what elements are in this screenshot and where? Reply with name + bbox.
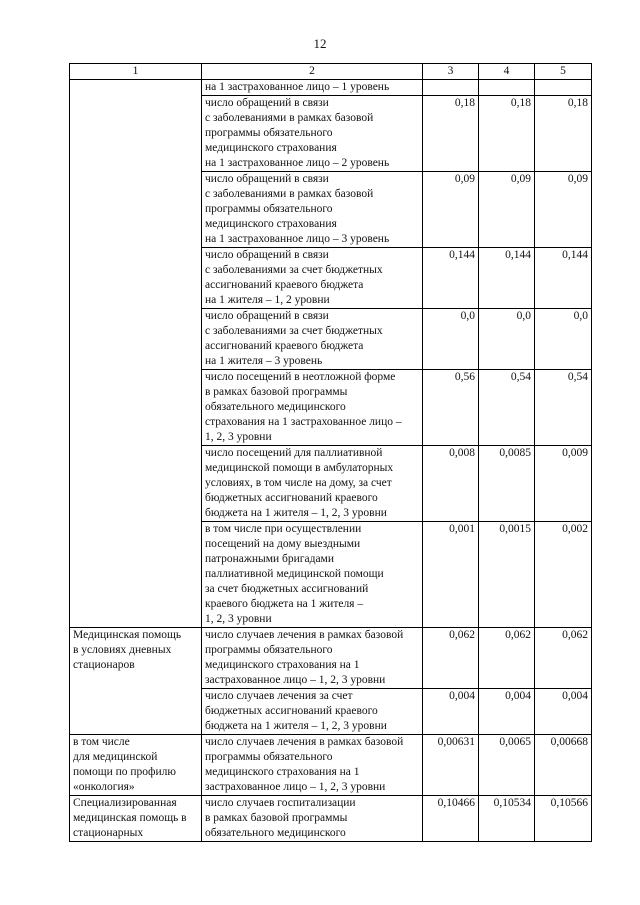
value-cell: 0,144 (423, 248, 479, 309)
indicator-cell (202, 248, 423, 309)
indicator-line: на 1 застрахованное лицо – 2 уровень (205, 157, 390, 169)
indicator-line: медицинского страхования (205, 218, 337, 230)
indicator-line: в рамках базовой программы (205, 386, 348, 398)
value-cell: 0,062 (535, 628, 592, 689)
indicator-line: бюджетных ассигнований краевого (205, 492, 378, 504)
column-header: 2 (202, 64, 423, 80)
value-cell: 0,144 (479, 248, 535, 309)
value-cell: 0,062 (423, 628, 479, 689)
indicator-line: страхования на 1 застрахованное лицо – (205, 416, 402, 428)
category-line: в том числе (73, 736, 130, 748)
indicator-line: число случаев лечения за счет (205, 690, 353, 702)
indicator-line: число обращений в связи (205, 97, 329, 109)
indicator-line: обязательного медицинского (205, 827, 346, 839)
table-row (70, 735, 592, 796)
indicator-line: медицинской помощи в амбулаторных (205, 462, 394, 474)
category-line: стационарных (73, 827, 144, 839)
indicator-cell (202, 309, 423, 370)
indicator-line: с заболеваниями в рамках базовой (205, 112, 374, 124)
indicator-cell (202, 80, 423, 96)
value-cell: 0,10566 (535, 796, 592, 842)
value-cell: 0,0 (479, 309, 535, 370)
indicator-line: число случаев лечения в рамках базовой (205, 629, 404, 641)
value-cell: 0,09 (423, 172, 479, 248)
indicator-line: бюджетных ассигнований краевого (205, 705, 378, 717)
indicator-line: число случаев лечения в рамках базовой (205, 736, 404, 748)
indicator-line: число обращений в связи (205, 173, 329, 185)
indicator-line: программы обязательного (205, 127, 333, 139)
value-cell: 0,0 (535, 309, 592, 370)
value-cell: 0,062 (479, 628, 535, 689)
indicator-cell (202, 628, 423, 689)
indicator-line: застрахованное лицо – 1, 2, 3 уровни (205, 781, 386, 793)
value-cell: 0,144 (535, 248, 592, 309)
indicator-line: число посещений для паллиативной (205, 447, 383, 459)
indicator-cell (202, 172, 423, 248)
indicator-line: программы обязательного (205, 751, 333, 763)
indicator-line: на 1 жителя – 1, 2 уровни (205, 294, 330, 306)
indicator-cell (202, 522, 423, 628)
indicator-line: 1, 2, 3 уровни (205, 431, 272, 443)
column-header: 1 (70, 64, 202, 80)
indicator-line: с заболеваниями за счет бюджетных (205, 325, 383, 337)
value-cell: 0,09 (479, 172, 535, 248)
indicator-line: на 1 жителя – 3 уровень (205, 355, 323, 367)
value-cell: 0,0085 (479, 446, 535, 522)
indicator-line: программы обязательного (205, 203, 333, 215)
value-cell: 0,18 (479, 96, 535, 172)
value-cell: 0,54 (479, 370, 535, 446)
category-line: помощи по профилю (73, 766, 176, 778)
value-cell (423, 80, 479, 96)
indicator-line: медицинского страхования (205, 142, 337, 154)
value-cell: 0,004 (535, 689, 592, 735)
table-row (70, 628, 592, 689)
indicator-line: в том числе при осуществлении (205, 523, 362, 535)
value-cell: 0,002 (535, 522, 592, 628)
value-cell: 0,09 (535, 172, 592, 248)
category-cell (70, 796, 202, 842)
category-cell (70, 735, 202, 796)
indicator-line: патронажными бригадами (205, 553, 334, 565)
value-cell: 0,0065 (479, 735, 535, 796)
indicator-line: бюджета на 1 жителя – 1, 2, 3 уровни (205, 720, 387, 732)
category-line: стационаров (73, 659, 135, 671)
indicator-line: паллиативной медицинской помощи (205, 568, 384, 580)
value-cell (535, 80, 592, 96)
category-cell (70, 80, 202, 628)
value-cell: 0,10534 (479, 796, 535, 842)
indicator-line: условиях, в том числе на дому, за счет (205, 477, 392, 489)
value-cell: 0,004 (479, 689, 535, 735)
indicator-line: посещений на дому выездными (205, 538, 361, 550)
value-cell: 0,18 (535, 96, 592, 172)
value-cell: 0,0015 (479, 522, 535, 628)
value-cell: 0,004 (423, 689, 479, 735)
indicator-line: краевого бюджета на 1 жителя – (205, 598, 364, 610)
value-cell: 0,18 (423, 96, 479, 172)
indicator-cell (202, 735, 423, 796)
indicator-line: застрахованное лицо – 1, 2, 3 уровни (205, 674, 386, 686)
page-number: 12 (313, 36, 327, 51)
indicator-line: медицинского страхования на 1 (205, 659, 360, 671)
value-cell: 0,54 (535, 370, 592, 446)
indicator-line: ассигнований краевого бюджета (205, 279, 364, 291)
indicator-line: медицинского страхования на 1 (205, 766, 360, 778)
column-header: 4 (479, 64, 535, 80)
indicator-line: число обращений в связи (205, 249, 329, 261)
category-cell (70, 628, 202, 735)
indicator-line: 1, 2, 3 уровни (205, 613, 272, 625)
indicator-line: число обращений в связи (205, 310, 329, 322)
category-line: Специализированная (73, 797, 177, 809)
table-row (70, 796, 592, 842)
indicator-table (69, 63, 592, 842)
indicator-line: с заболеваниями в рамках базовой (205, 188, 374, 200)
table-row (70, 80, 592, 96)
indicator-line: за счет бюджетных ассигнований (205, 583, 369, 595)
value-cell: 0,10466 (423, 796, 479, 842)
indicator-line: с заболеваниями за счет бюджетных (205, 264, 383, 276)
category-line: в условиях дневных (73, 644, 172, 656)
indicator-cell (202, 446, 423, 522)
category-line: Медицинская помощь (73, 629, 182, 641)
indicator-cell (202, 96, 423, 172)
category-line: «онкология» (73, 781, 135, 793)
indicator-line: программы обязательного (205, 644, 333, 656)
category-line: для медицинской (73, 751, 158, 763)
value-cell: 0,001 (423, 522, 479, 628)
value-cell: 0,00668 (535, 735, 592, 796)
category-line: медицинская помощь в (73, 812, 187, 824)
column-header: 3 (423, 64, 479, 80)
indicator-line: ассигнований краевого бюджета (205, 340, 364, 352)
indicator-line: на 1 застрахованное лицо – 3 уровень (205, 233, 390, 245)
value-cell (479, 80, 535, 96)
indicator-line: число посещений в неотложной форме (205, 371, 396, 383)
indicator-line: число случаев госпитализации (205, 797, 356, 809)
column-header: 5 (535, 64, 592, 80)
value-cell: 0,00631 (423, 735, 479, 796)
indicator-line: обязательного медицинского (205, 401, 346, 413)
indicator-cell (202, 370, 423, 446)
value-cell: 0,0 (423, 309, 479, 370)
indicator-line: бюджета на 1 жителя – 1, 2, 3 уровни (205, 507, 387, 519)
value-cell: 0,008 (423, 446, 479, 522)
indicator-cell (202, 689, 423, 735)
value-cell: 0,56 (423, 370, 479, 446)
value-cell: 0,009 (535, 446, 592, 522)
indicator-cell (202, 796, 423, 842)
table-header-row (70, 64, 592, 80)
indicator-line: в рамках базовой программы (205, 812, 348, 824)
indicator-line: на 1 застрахованное лицо – 1 уровень (205, 81, 390, 93)
